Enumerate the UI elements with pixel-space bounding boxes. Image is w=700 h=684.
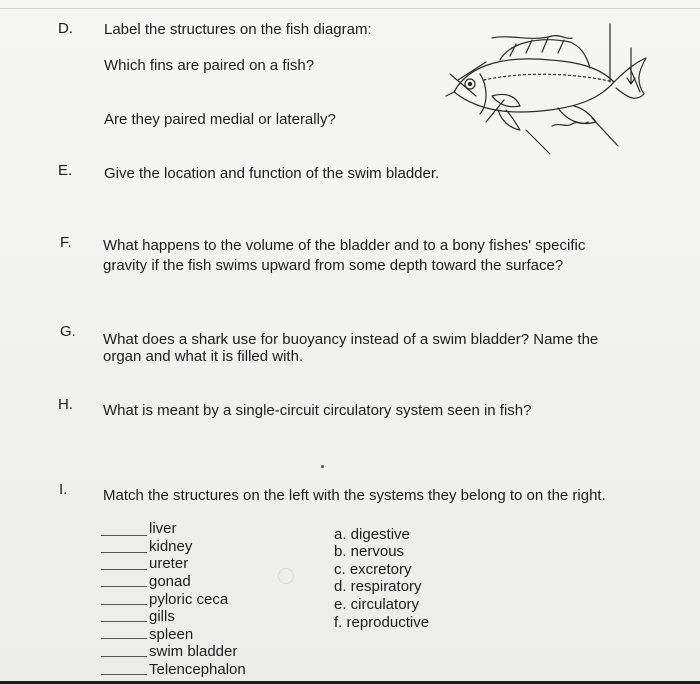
structure-item: pyloric ceca [149,591,229,608]
question-i-text: Match the structures on the left with the systems they belong to on the right. [103,487,606,504]
structure-item: spleen [149,626,194,643]
question-g-line1: What does a shark use for buoyancy instead of a swim bladder? Name the [103,331,599,348]
answer-blank-3 [101,569,147,570]
lateral-line [484,74,614,82]
system-item: f. reproductive [334,614,430,631]
answer-blank-5 [101,604,147,605]
paper-speck [321,465,324,468]
system-item: e. circulatory [334,596,420,613]
label-line-dorsal [492,36,572,39]
question-h-text: What is meant by a single-circuit circulatory system seen in fish? [103,402,532,419]
question-f-line2: gravity if the fish swims upward from some depth toward the surface? [103,257,564,274]
system-item: a. digestive [334,526,410,543]
structure-item: ureter [149,555,189,572]
structure-item: gonad [149,573,191,590]
question-e-number: E. [58,162,73,179]
caudal-fin [614,58,646,98]
anal-fin [558,106,596,123]
answer-blank-7 [101,638,147,639]
structure-item: kidney [149,538,193,555]
question-d-line1: Label the structures on the fish diagram: [104,21,372,38]
question-e-text: Give the location and function of the swim bladder. [104,165,440,182]
answer-blank-1 [101,535,147,536]
structure-item: Telencephalon [149,661,246,678]
answer-blank-9 [101,674,147,675]
system-item: b. nervous [334,543,405,560]
system-item: d. respiratory [334,578,422,595]
answer-blank-4 [101,586,147,587]
answer-blank-6 [101,621,147,622]
top-divider [0,8,700,9]
label-line-squiggle [552,122,588,126]
answer-blank-2 [101,552,147,553]
answer-blank-8 [101,656,147,657]
pectoral-fin [492,94,520,106]
question-d-number: D. [58,20,73,37]
paper-smudge [278,568,294,584]
label-line-pelvic [526,130,550,154]
question-h-number: H. [58,396,73,413]
system-item: c. excretory [334,561,412,578]
question-g-number: G. [60,323,76,340]
pelvic-fin [498,110,520,130]
mouth [446,92,454,96]
question-d-line3: Are they paired medial or laterally? [104,111,336,128]
fish-pupil [468,82,471,85]
question-g-line2: organ and what it is filled with. [103,348,304,365]
question-i-number: I. [59,481,68,498]
fish-diagram-icon [440,22,662,156]
question-d-line2: Which fins are paired on a fish? [104,57,315,74]
structure-item: swim bladder [149,643,238,660]
structure-item: liver [149,520,177,537]
question-f-number: F. [60,234,72,251]
question-f-line1: What happens to the volume of the bladder and to a bony fishes' specific [103,237,586,254]
structure-item: gills [149,608,175,625]
label-line-anal [592,118,618,146]
